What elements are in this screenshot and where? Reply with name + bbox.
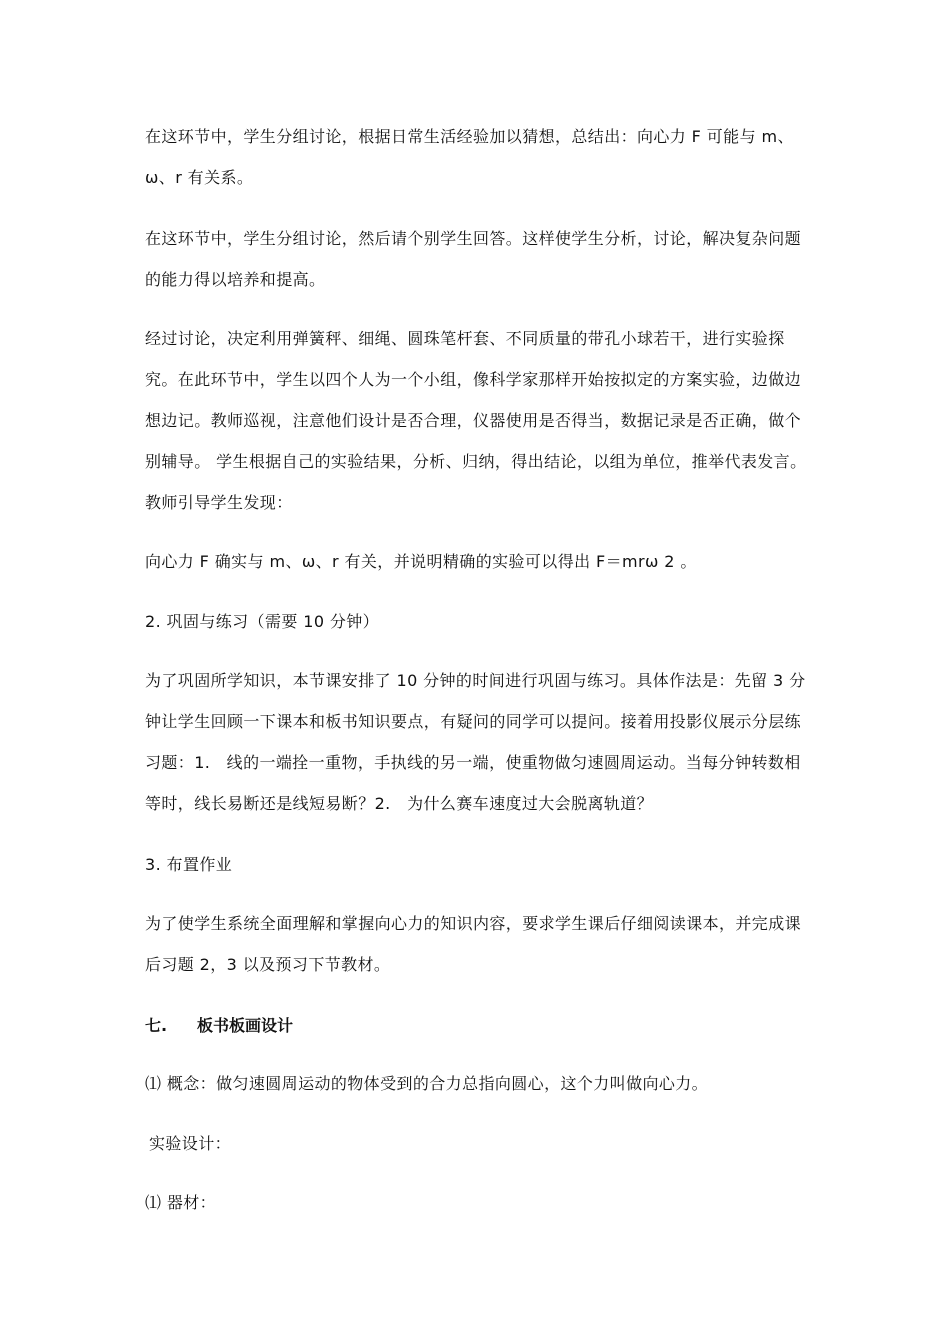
paragraph-homework: 为了使学生系统全面理解和掌握向心力的知识内容，要求学生课后仔细阅读课本，并完成课后习题 2，3 以及预习下节教材。 (145, 914, 802, 974)
paragraph-discussion: 在这环节中，学生分组讨论，然后请个别学生回答。这样使学生分析，讨论，解决复杂问题的能力得以培养和提高。 (145, 229, 802, 289)
section-title: 板书板画设计 (197, 1016, 294, 1035)
board-concept: ⑴ 概念：做匀速圆周运动的物体受到的合力总指向圆心，这个力叫做向心力。 (145, 1074, 709, 1093)
section-heading (145, 1016, 293, 1036)
paragraph-hypothesis: 在这环节中，学生分组讨论，根据日常生活经验加以猜想，总结出：向心力 F 可能与 m、ω、r 有关系。 (145, 127, 794, 187)
board-equipment: ⑴ 器材： (145, 1193, 217, 1212)
board-experiment-design: 实验设计： (149, 1134, 232, 1153)
section-number: 七. (145, 1016, 168, 1035)
subsection-homework-title: 3. 布置作业 (145, 855, 233, 874)
paragraph-conclusion: 向心力 F 确实与 m、ω、r 有关，并说明精确的实验可以得出 F＝mrω 2 。 (145, 552, 697, 571)
paragraph-consolidation: 为了巩固所学知识，本节课安排了 10 分钟的时间进行巩固与练习。具体作法是：先留 3 分钟让学生回顾一下课本和板书知识要点，有疑问的同学可以提问。接着用投影仪展示分层练习题：1. 线的一端拴一重物，手执线的另一端，使重物做匀速圆周运动。当每分钟转数相等时，线长易断还是线短易断？2. 为什么赛车速度过大会脱离轨道？ (145, 671, 806, 813)
paragraph-experiment: 经过讨论，决定利用弹簧秤、细绳、圆珠笔杆套、不同质量的带孔小球若干，进行实验探究。在此环节中，学生以四个人为一个小组，像科学家那样开始按拟定的方案实验，边做边想边记。教师巡视，注意他们设计是否合理，仪器使用是否得当，数据记录是否正确，做个别辅导。 学生根据自己的实验结果，分析、归纳，得出结论，以组为单位，推举代表发言。 教师引导学生发现： (145, 329, 807, 512)
subsection-consolidation-title: 2. 巩固与练习（需要 10 分钟） (145, 612, 380, 631)
